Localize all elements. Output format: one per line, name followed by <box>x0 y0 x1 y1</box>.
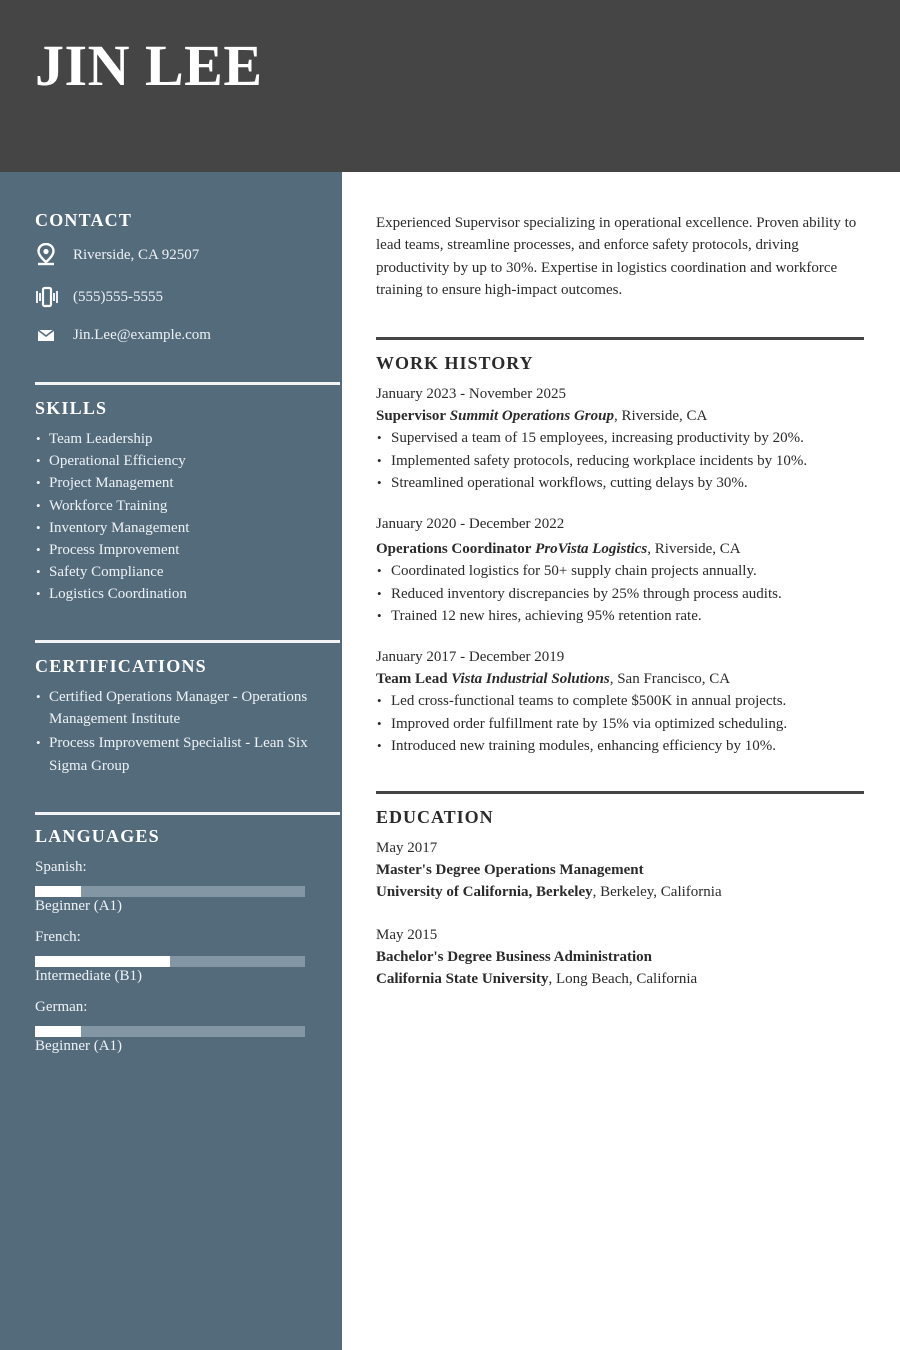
language-proficiency-bar <box>35 886 305 897</box>
job-bullets <box>376 690 864 758</box>
education-location: , Long Beach, California <box>548 971 698 987</box>
contact-heading: CONTACT <box>35 210 133 230</box>
language-level: Intermediate (B1) <box>35 968 143 984</box>
envelope-icon <box>35 324 59 346</box>
skills-list <box>35 428 340 606</box>
job-title: Operations Coordinator <box>376 541 532 557</box>
languages-heading: LANGUAGES <box>35 826 160 846</box>
job-entry <box>376 514 864 628</box>
language-proficiency-fill <box>35 886 81 897</box>
list-item: • Workforce Training <box>35 495 340 517</box>
list-item: • Process Improvement Specialist - Lean Six Sigma Group <box>35 732 310 776</box>
job-company: ProVista Logistics <box>535 541 648 557</box>
job-dates: January 2017 - December 2019 <box>376 649 565 665</box>
education-degree: Bachelor's Degree Business Administration <box>376 949 652 965</box>
job-title: Supervisor <box>376 408 447 424</box>
phone-text: (555)555-5555 <box>73 288 163 305</box>
list-item: • Reduced inventory discrepancies by 25% through process audits. <box>376 583 864 606</box>
language-level: Beginner (A1) <box>35 1038 123 1054</box>
education-location: , Berkeley, California <box>592 884 722 900</box>
job-location: , Riverside, CA <box>647 541 741 557</box>
skills-heading: SKILLS <box>35 398 108 418</box>
job-location: , Riverside, CA <box>613 408 708 424</box>
education-school: California State University <box>376 971 549 987</box>
address-text: Riverside, CA 92507 <box>73 246 200 263</box>
list-item: • Safety Compliance <box>35 561 340 583</box>
job-title-line <box>376 668 864 690</box>
sidebar-divider <box>35 812 340 815</box>
education-entry <box>376 924 864 990</box>
language-name: German: <box>35 999 88 1015</box>
list-item: • Coordinated logistics for 50+ supply chain projects annually. <box>376 560 864 583</box>
phone-icon <box>35 286 59 308</box>
list-item: • Inventory Management <box>35 517 340 539</box>
job-company: Summit Operations Group <box>449 408 614 424</box>
job-company: Vista Industrial Solutions <box>451 671 610 687</box>
job-bullets <box>376 560 864 628</box>
resume-header <box>0 0 900 172</box>
certifications-heading: CERTIFICATIONS <box>35 656 207 676</box>
list-item: • Improved order fulfillment rate by 15% via optimized scheduling. <box>376 713 864 736</box>
job-entry <box>376 384 864 495</box>
list-item: • Supervised a team of 15 employees, increasing productivity by 20%. <box>376 427 864 450</box>
language-name: Spanish: <box>35 859 87 875</box>
job-entry <box>376 647 864 758</box>
list-item: • Certified Operations Manager - Operations Management Institute <box>35 686 310 730</box>
certifications-list <box>35 686 310 777</box>
job-location: , San Francisco, CA <box>609 671 731 687</box>
section-divider <box>376 791 864 794</box>
language-proficiency-fill <box>35 956 170 967</box>
contact-phone <box>35 286 163 308</box>
list-item: • Team Leadership <box>35 428 340 450</box>
education-date: May 2017 <box>376 840 438 856</box>
list-item: • Project Management <box>35 472 340 494</box>
job-dates: January 2023 - November 2025 <box>376 386 566 402</box>
education-entry <box>376 837 864 903</box>
education-date: May 2015 <box>376 927 438 943</box>
list-item: • Introduced new training modules, enhancing efficiency by 10%. <box>376 735 864 758</box>
sidebar-divider <box>35 640 340 643</box>
job-title: Team Lead <box>376 671 448 687</box>
list-item: • Implemented safety protocols, reducing workplace incidents by 10%. <box>376 450 864 473</box>
section-divider <box>376 337 864 340</box>
job-title-line <box>376 405 864 427</box>
job-title-line <box>376 538 864 560</box>
sidebar-divider <box>35 382 340 385</box>
skills-section <box>35 398 340 606</box>
education-heading: EDUCATION <box>376 807 494 827</box>
candidate-name: JIN LEE <box>35 33 263 98</box>
education-degree: Master's Degree Operations Management <box>376 862 644 878</box>
contact-address <box>35 244 199 266</box>
list-item: • Streamlined operational workflows, cutting delays by 30%. <box>376 472 864 495</box>
job-bullets <box>376 427 864 495</box>
list-item: • Process Improvement <box>35 539 340 561</box>
email-text[interactable]: Jin.Lee@example.com <box>73 326 211 343</box>
list-item: • Trained 12 new hires, achieving 95% retention rate. <box>376 605 864 628</box>
list-item: • Operational Efficiency <box>35 450 340 472</box>
language-proficiency-bar <box>35 956 305 967</box>
languages-section <box>35 826 340 1066</box>
contact-email <box>35 324 211 346</box>
language-proficiency-bar <box>35 1026 305 1037</box>
list-item: • Led cross-functional teams to complete $500K in annual projects. <box>376 690 864 713</box>
work-history-heading: WORK HISTORY <box>376 353 534 373</box>
education-school: University of California, Berkeley <box>376 884 593 900</box>
job-dates: January 2020 - December 2022 <box>376 516 565 532</box>
location-pin-icon <box>35 244 59 266</box>
professional-summary: Experienced Supervisor specializing in operational excellence. Proven ability to lead teams, streamline processes, and enforce safety protocols, driving productivity by up to 30%. Expertise in logistics coordination and workforce training to ensure high-impact outcomes. <box>376 215 857 298</box>
contact-section <box>35 210 340 343</box>
language-level: Beginner (A1) <box>35 898 123 914</box>
certifications-section <box>35 656 340 777</box>
list-item: • Logistics Coordination <box>35 583 340 605</box>
language-name: French: <box>35 929 81 945</box>
language-proficiency-fill <box>35 1026 81 1037</box>
